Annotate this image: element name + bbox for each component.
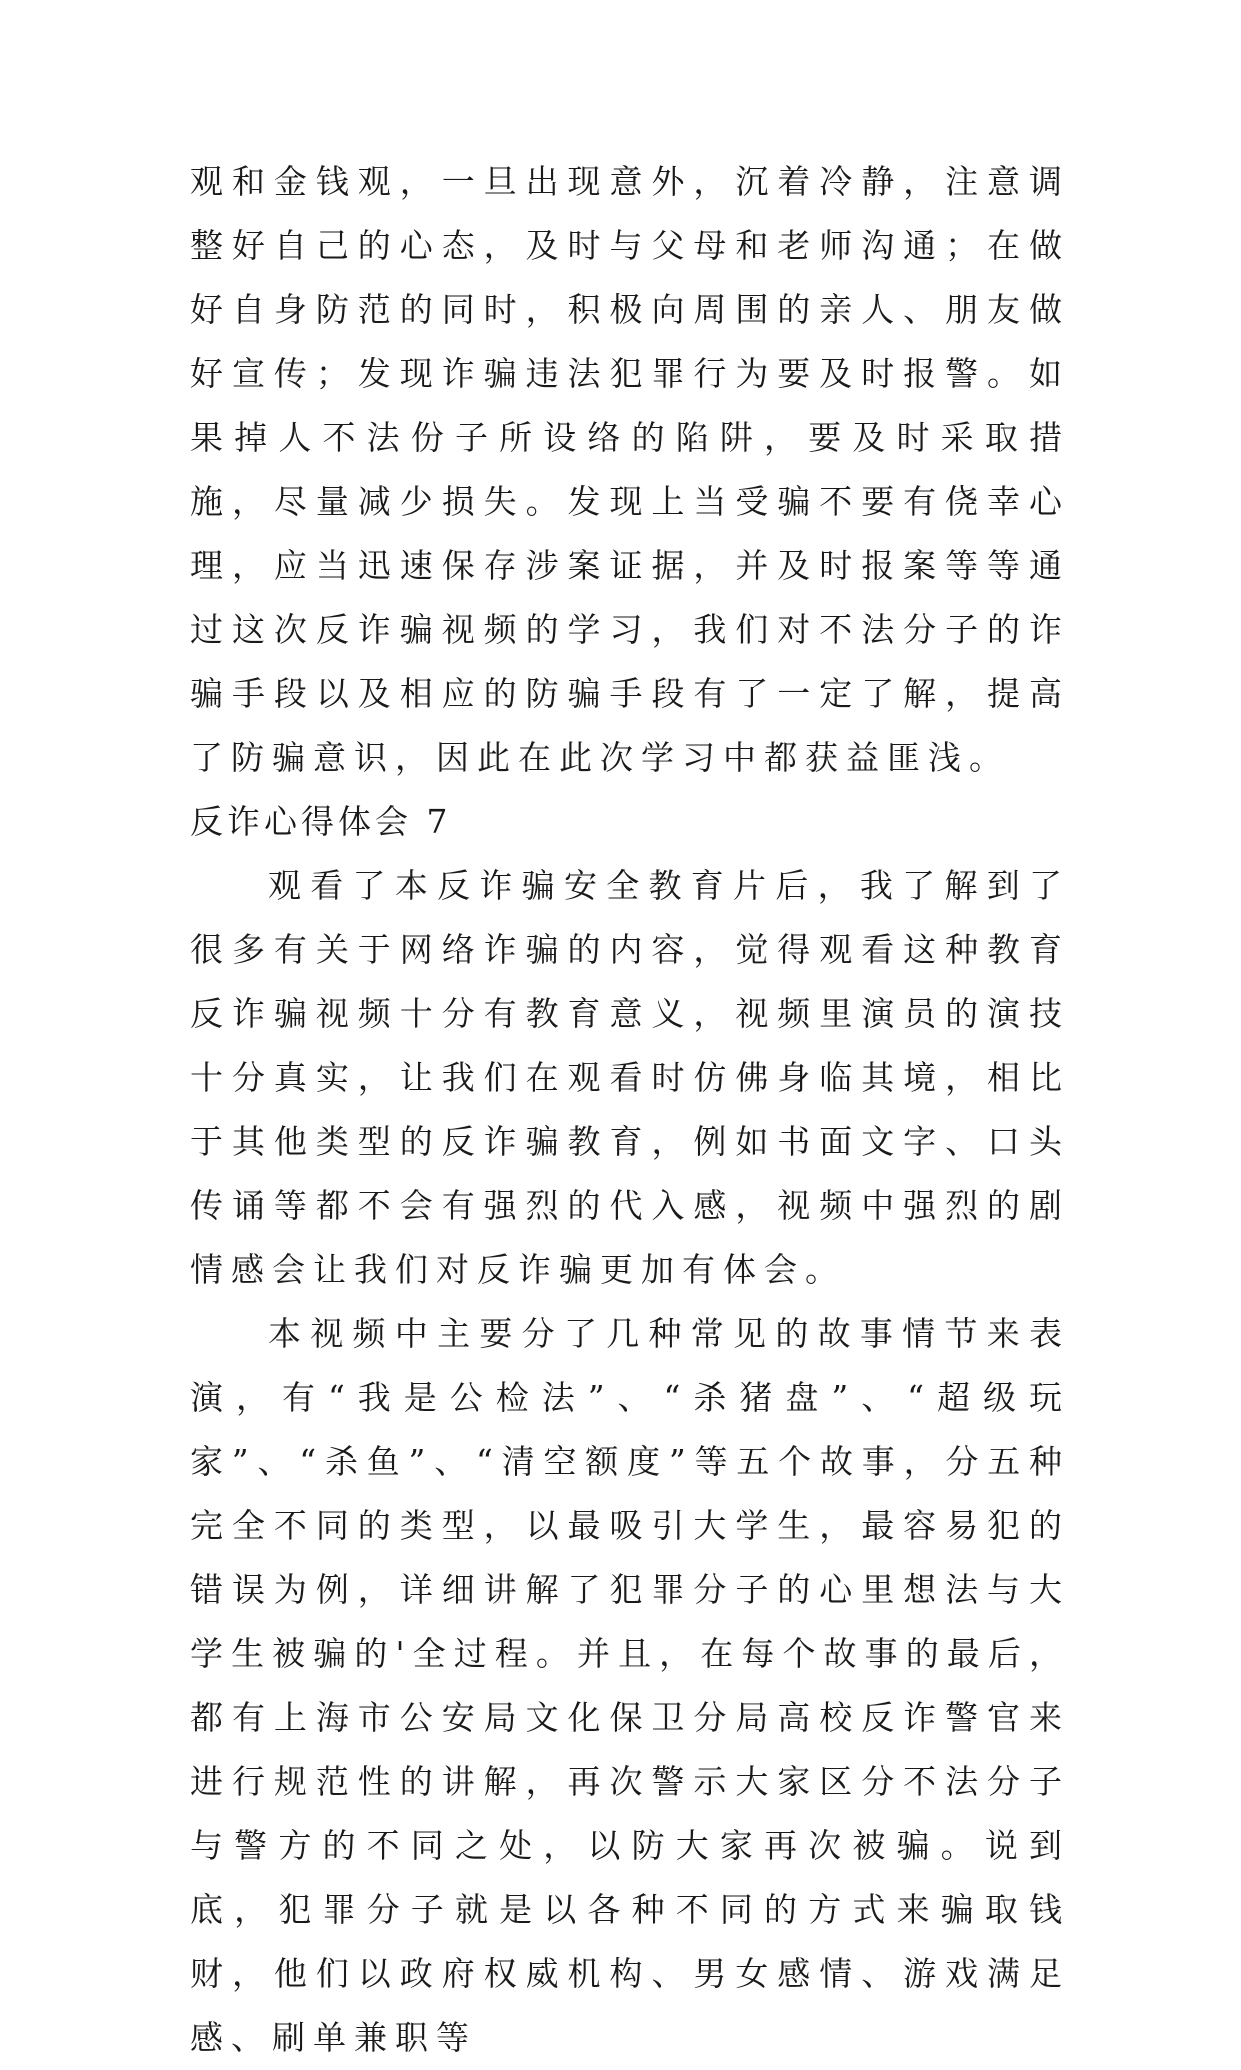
section-heading: 反诈心得体会 7 [190,802,452,841]
paragraph-2: 本视频中主要分了几种常见的故事情节来表演，有“我是公检法”、“杀猪盘”、“超级玩家”、“杀鱼”、“清空额度”等五个故事，分五种完全不同的类型，以最吸引大学生，最容易犯的错误为例，详细讲解了犯罪分子的心里想法与大学生被骗的'全过程。并且，在每个故事的最后，都有上海市公安局文化保卫分局高校反诈警官来进行规范性的讲解，再次警示大家区分不法分子与警方的不同之处，以防大家再次被骗。说到底，犯罪分子就是以各种不同的方式来骗取钱财，他们以政府权威机构、男女感情、游戏满足感、刷单兼职等 [190,1314,1070,2057]
document-body [190,150,1070,2070]
paragraph-1: 观看了本反诈骗安全教育片后，我了解到了很多有关于网络诈骗的内容，觉得观看这种教育反诈骗视频十分有教育意义，视频里演员的演技十分真实，让我们在观看时仿佛身临其境，相比于其他类型的反诈骗教育，例如书面文字、口头传诵等都不会有强烈的代入感，视频中强烈的剧情感会让我们对反诈骗更加有体会。 [190,866,1070,1289]
paragraph-continued: 观和金钱观，一旦出现意外，沉着冷静，注意调整好自己的心态，及时与父母和老师沟通；在做好自身防范的同时，积极向周围的亲人、朋友做好宣传；发现诈骗违法犯罪行为要及时报警。如果掉人不法份子所设络的陷阱，要及时采取措施，尽量减少损失。发现上当受骗不要有侥幸心理，应当迅速保存涉案证据，并及时报案等等通过这次反诈骗视频的学习，我们对不法分子的诈骗手段以及相应的防骗手段有了一定了解，提高了防骗意识，因此在此次学习中都获益匪浅。 [190,162,1070,777]
